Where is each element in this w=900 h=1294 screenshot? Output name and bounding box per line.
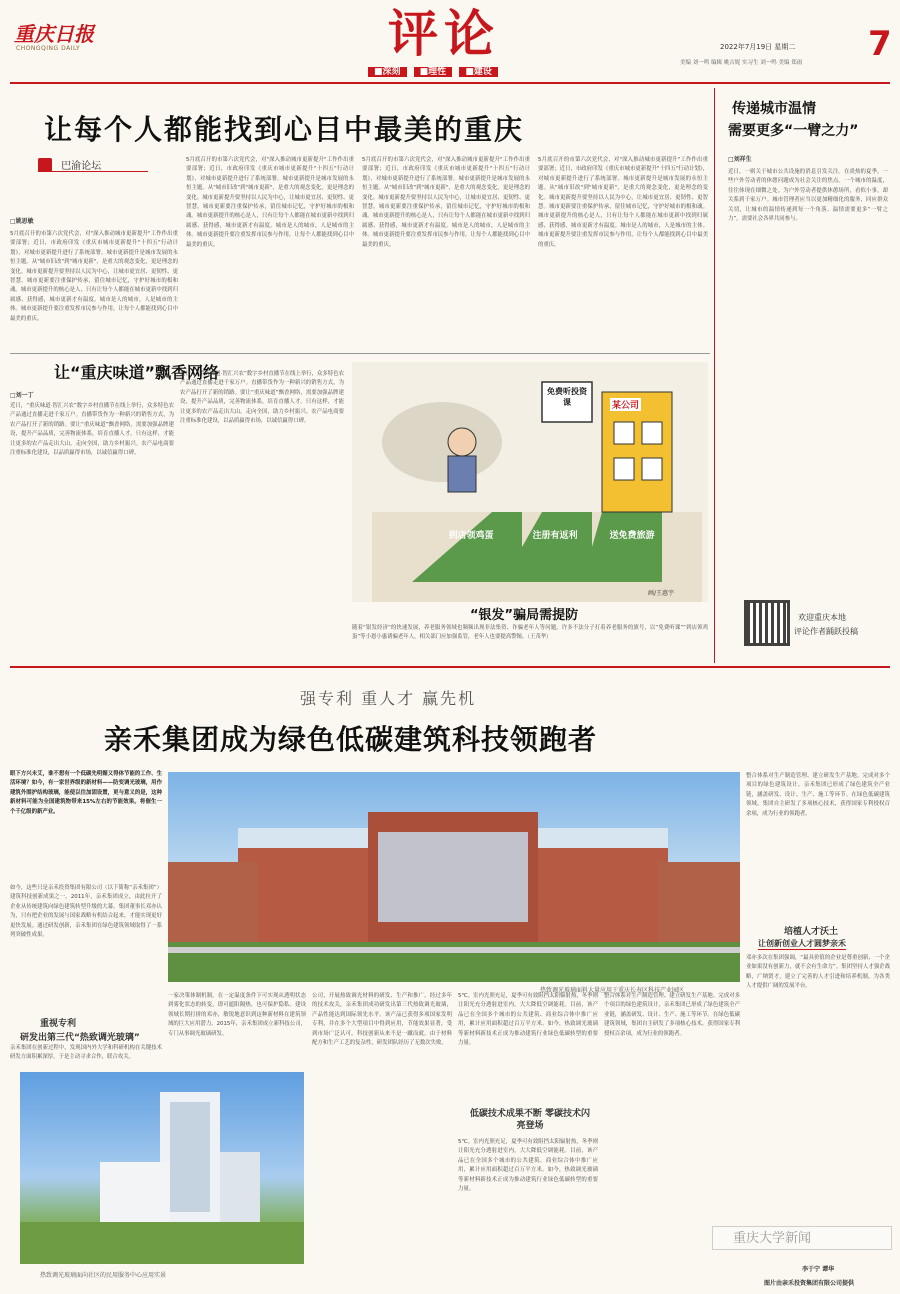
staff-line: 美编 刘一鸣 编辑 姚吉妮 实习生 刘一鸣 美编 郑雨: [680, 60, 803, 66]
paper-name-en: CHONGQING DAILY: [16, 45, 81, 52]
feature-col4: 5℃。室内光照充足，夏季可有效阻挡太阳辐射热，冬季则让阳光充分透射进室内，大大降低空调能耗。目前，该产品已在全国多个城市的公共建筑、商业综合体中推广应用，累计应用面积超过百万平方米。如今，热致调光玻璃等新材料新技术正成为推动建筑行业绿色低碳转型的重要力量。: [458, 993, 598, 1047]
column-name: 巴渝论坛: [61, 161, 102, 172]
qr-caption-1: 欢迎重庆本地: [798, 613, 846, 622]
cartoon-label-course: 免费听投资课: [547, 387, 587, 407]
feature-byline: 李于宁 谭华: [802, 1266, 835, 1273]
paper-name: 重庆日报: [14, 22, 94, 46]
feature-sub2-title: 低碳技术成果不断 零碳技术闪亮登场: [469, 1109, 591, 1131]
column-icon: [38, 158, 52, 172]
feature-top-rule: [10, 666, 890, 668]
cartoon-label-company: 某公司: [610, 398, 641, 411]
middle-article-headline: 让“重庆味道”飘香网络: [54, 363, 220, 382]
feature-sub1-title: 研发出第三代“热致调光玻璃”: [20, 1033, 140, 1043]
section-title: 评论: [388, 4, 500, 63]
column-divider: [714, 88, 715, 663]
feature-col4b: 5℃。室内光照充足，夏季可有效阻挡太阳辐射热，冬季则让阳光充分透射进室内，大大降低空调能耗。目前，该产品已在全国多个城市的公共建筑、商业综合体中推广应用，累计应用面积超过百万平方米。如今，热致调光玻璃等新材料新技术正成为推动建筑行业绿色低碳转型的重要力量。: [458, 1139, 598, 1193]
feature-photo-credit: 图片由亲禾投资集团有限公司提供: [764, 1280, 855, 1287]
feature-headline: 亲禾集团成为绿色低碳建筑科技领跑者: [104, 723, 598, 756]
feature-kicker: 强专利 重人才 赢先机: [300, 689, 477, 708]
feature-photo-main: [168, 772, 740, 982]
side-article: [722, 88, 892, 663]
top-article-body-2: 5月底召开的市第六次党代会，对"深入推动城市更新提升"工作作出重要部署；近日，市政府印发《重庆市城市更新提升"十四五"行动计划》，对城市更新提升进行了系统部署。城市更新提升是城市发展的永恒主题。从"城市旧改"到"城市更新"，是重大的观念变化，更是理念的变化。城市更新提升要坚持以人民为中心，让城市更宜居、更韧性、更智慧。城市更新要注重保护传承，留住城市记忆，守护好城市的根和魂。城市更新提升的核心是人，只有让每个人都能在城市更新中找到归属感、获得感，城市更新才有温度。城市是人的城市，人是城市的主体。城市更新提升要注重发挥市民参与作用，让每个人都能找到心目中最美的重庆。: [186, 157, 354, 248]
top-article-headline: 让每个人都能找到心目中最美的重庆: [44, 113, 525, 146]
side-article-body: 近日，一则关于城市公共设施的消息引发关注。在炎热的夏季，一些户外劳动者的休憩问题成为社会关注的焦点。一个城市的温度，往往体现在细微之处。为户外劳动者提供休憩场所，看似小事，却关系到千家万户。城市管理者应当以更加精细化的服务，回应群众关切，让城市的温情传递到每一个角落。温情需要更多“一臂之力”，需要社会各界共同参与。: [728, 169, 888, 223]
top-article-body-4: 5月底召开的市第六次党代会，对"深入推动城市更新提升"工作作出重要部署；近日，市政府印发《重庆市城市更新提升"十四五"行动计划》，对城市更新提升进行了系统部署。城市更新提升是城市发展的永恒主题。从"城市旧改"到"城市更新"，是重大的观念变化，更是理念的变化。城市更新提升要坚持以人民为中心，让城市更宜居、更韧性、更智慧。城市更新要注重保护传承，留住城市记忆，守护好城市的根和魂。城市更新提升的核心是人，只有让每个人都能在城市更新中找到归属感、获得感，城市更新才有温度。城市是人的城市，人是城市的主体。城市更新提升要注重发挥市民参与作用，让每个人都能找到心目中最美的重庆。: [538, 157, 708, 248]
feature-col1b: 亲禾集团在创新过程中，发现国内外大学和科研机构在关键技术研发方面积累深厚，于是主动寻求合作，联合攻关。: [10, 1045, 162, 1061]
top-article: [10, 88, 710, 350]
cartoon-box: [352, 362, 708, 602]
page-number: 7: [868, 24, 892, 64]
top-article-body-1: 5月底召开的市第六次党代会，对"深入推动城市更新提升"工作作出重要部署；近日，市政府印发《重庆市城市更新提升"十四五"行动计划》，对城市更新提升进行了系统部署。城市更新提升是城市发展的永恒主题。从"城市旧改"到"城市更新"，是重大的观念变化，更是理念的变化。城市更新提升要坚持以人民为中心，让城市更宜居、更韧性、更智慧。城市更新要注重保护传承，留住城市记忆，守护好城市的根和魂。城市更新提升的核心是人，只有让每个人都能在城市更新中找到归属感、获得感，城市更新才有温度。城市是人的城市，人是城市的主体。城市更新提升要注重发挥市民参与作用，让每个人都能找到心目中最美的重庆。: [10, 231, 178, 322]
tag-deep: ■深刻: [368, 67, 407, 77]
watermark-text: 重庆大学新闻: [733, 1231, 812, 1246]
masthead-rule: [10, 82, 890, 84]
side-article-author: □刘祥生: [728, 156, 752, 163]
cartoon-label-travel: 送免费旅游: [609, 531, 655, 541]
tag-rational: ■理性: [414, 67, 453, 77]
middle-article-body-2: 近日，“重庆味道·智汇兴农”数字乡村直播节在线上举行，众多特色农产品通过直播走进千家万户。直播带货作为一种新兴的销售方式，为农产品打开了新的销路。要让“重庆味道”飘香网络，需要加强品牌建设，提升产品品质，完善物流体系，培育直播人才。只有这样，才能让更多的农产品走出大山，走向全国，助力乡村振兴。农产品电商要注重标准化建设，以品质赢得市场，以诚信赢得口碑。: [180, 371, 344, 425]
feature-col5b: 邓亦多次在集团强调，“最具价值的企业是尊重创新、一个企业如果没有创新力，就不会有生命力”。集团坚持人才强企战略，广纳贤才，建立了完善的人才引进和培养机制，为各类人才提供广阔的发展平台。: [746, 955, 890, 990]
cartoon-title: “银发”骗局需提防: [470, 608, 579, 623]
cartoon-label-eggs: 到店领鸡蛋: [448, 531, 494, 541]
issue-date: 2022年7月19日 星期二: [720, 43, 796, 51]
feature-col2: 一家决策体制机制。在一定温度条件下可实现从透明状态到雾化状态的转变，即可遮阳隔热，也可保护隐私。建设领域长期打拼的邓亦，敏锐地意识到这种新材料在建筑领域的巨大应用潜力。2015年，亲禾集团成立新科技公司，专门从事调光玻璃研发。: [168, 993, 306, 1037]
top-article-author: □姚思敏: [10, 218, 34, 225]
feature-col3: 公司，开展热致调光材料的研发、生产和推广。经过多年的技术攻关，亲禾集团成功研发出第三代热致调光玻璃，产品性能达到国际领先水平。该产品已获得多项国家发明专利，并在多个大型项目中得到应用，节能效果显著，受到市场广泛认可。科技创新从来不是一蹴而就，由于材料配方和生产工艺的复杂性，研发团队经历了无数次失败。: [312, 993, 452, 1047]
building-illustration: [168, 772, 740, 982]
tag-build: ■建设: [459, 67, 498, 77]
cartoon-signature: 画/王惠宇: [648, 590, 675, 597]
middle-article-body-1: 近日，“重庆味道·智汇兴农”数字乡村直播节在线上举行，众多特色农产品通过直播走进千家万户。直播带货作为一种新兴的销售方式，为农产品打开了新的销路。要让“重庆味道”飘香网络，需要加强品牌建设，提升产品品质，完善物流体系，培育直播人才。只有这样，才能让更多的农产品走出大山，走向全国，助力乡村振兴。农产品电商要注重标准化建设，以品质赢得市场，以诚信赢得口碑。: [10, 403, 174, 457]
top-article-body-3: 5月底召开的市第六次党代会，对"深入推动城市更新提升"工作作出重要部署；近日，市政府印发《重庆市城市更新提升"十四五"行动计划》，对城市更新提升进行了系统部署。城市更新提升是城市发展的永恒主题。从"城市旧改"到"城市更新"，是重大的观念变化，更是理念的变化。城市更新提升要坚持以人民为中心，让城市更宜居、更韧性、更智慧。城市更新要注重保护传承，留住城市记忆，守护好城市的根和魂。城市更新提升的核心是人，只有让每个人都能在城市更新中找到归属感、获得感，城市更新才有温度。城市是人的城市，人是城市的主体。城市更新提升要注重发挥市民参与作用，让每个人都能找到心目中最美的重庆。: [362, 157, 530, 248]
feature-photo-second: [20, 1072, 304, 1264]
qr-caption-2: 评论作者踊跃投稿: [794, 627, 858, 636]
feature-col6: 整合体系对生产制造管理、建立研发生产基地。完成对多个项目的绿色建筑设计，亲禾集团已形成了绿色建筑全产业链，涵盖研发、设计、生产、施工等环节。在绿色低碳建筑领域，集团自主研发了多项核心技术，获得国家专利授权百余项，成为行业的领跑者。: [604, 993, 740, 1037]
feature-sub3-title: 培植人才沃土: [784, 927, 839, 937]
feature-col5: 整合体系对生产制造管理、建立研发生产基地。完成对多个项目的绿色建筑设计，亲禾集团已形成了绿色建筑全产业链，涵盖研发、设计、生产、施工等环节。在绿色低碳建筑领域，集团自主研发了多项核心技术，获得国家专利授权百余项，成为行业的领跑者。: [746, 773, 890, 817]
feature-photo-main-caption: 热致调光玻璃面料大量应用于重庆长寿区科技产业园区: [540, 987, 685, 994]
cartoon-label-rebate: 注册有返利: [532, 531, 578, 541]
column-badge: [38, 154, 148, 172]
qr-code: [744, 600, 790, 646]
cartoon-caption: 随着“银发经济”的快速发展，养老服务领域也频频出现非法集资、诈骗老年人等问题。许多不法分子打着养老服务的旗号，以“免费听课”“到店领鸡蛋”等小恩小惠诱骗老年人，相关部门应加强监管，老年人也要提高警惕。（王茂华）: [352, 625, 708, 641]
side-article-headline-1: 传递城市温情: [732, 101, 816, 117]
feature-intro: 眼下方兴未艾，谁不想有一个低碳先明媚又得体节能的工作、生活环境？如今，有一家世界级的新材料——防变调光玻璃，用作建筑外围护结构玻璃，能使以往加固设置，更与意义的是，这种新材料可能为全国建筑物带来15%左右的节能效果。将催生一个千亿级的新产业。: [10, 771, 162, 815]
middle-section-rule: [10, 353, 710, 354]
section-tags: [368, 64, 498, 77]
middle-article-author: □刘一丁: [10, 392, 34, 399]
tower-illustration: [20, 1072, 304, 1264]
side-article-headline-2: 需要更多“一臂之力”: [728, 123, 859, 139]
cartoon-illustration: [352, 362, 708, 602]
masthead: [0, 0, 900, 80]
feature-photo-second-caption: 热致调光玻璃面向社区的民用服务中心应用实景: [40, 1272, 167, 1279]
watermark: [712, 1226, 892, 1250]
feature-sub3-subtitle: 让创新创业人才圆梦亲禾: [758, 939, 846, 948]
feature-sub1-kicker: 重视专利: [40, 1019, 77, 1029]
feature-col1: 如今，这些只是亲禾投资集团有限公司（以下简称“亲禾集团”）建筑科技创新成果之一。2011年，亲禾集团成立，由此拉开了企业从传统建筑向绿色建筑转型升级的大幕。集团董事长邓亦认为，只有把企业的发展与国家战略有机结合起来，才能实现更好更快发展。通过研发创新，亲禾集团在绿色建筑领域取得了一系列突破性成果。: [10, 885, 162, 939]
